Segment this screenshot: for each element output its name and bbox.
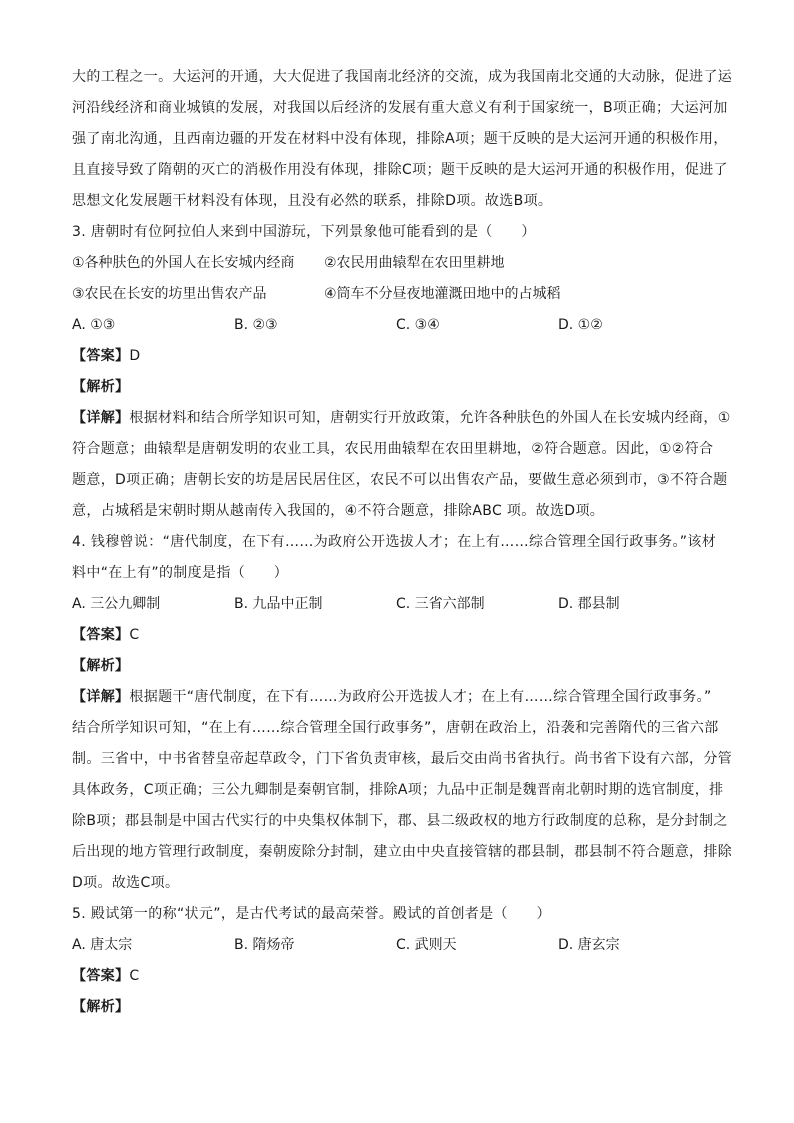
statement-item: ②农民用曲辕犁在农田里耕地 — [324, 255, 505, 271]
text-line: 意，占城稻是宋朝时期从越南传入我国的，④不符合题意，排除ABC 项。故选D项。 — [72, 503, 605, 519]
question-stem: 4. 钱穆曾说：“唐代制度，在下有……为政府公开选拔人才；在上有……综合管理全国行政事务。”该材 — [72, 534, 717, 550]
text-line: 河沿线经济和商业城镇的发展，对我国以后经济的发展有重大意义有利于国家统一，B项正确；大运河加 — [72, 100, 728, 116]
text-line: 符合题意；曲辕犁是唐朝发明的农业工具，农民用曲辕犁在农田里耕地，②符合题意。因此，①②符合 — [72, 441, 714, 457]
text-line: 结合所学知识可知，“在上有……综合管理全国行政事务”，唐朝在政治上，沿袭和完善隋代的三省六部 — [72, 720, 719, 736]
text-line — [72, 403, 731, 434]
detail-tag: 【详解】 — [72, 689, 130, 705]
text-line: 思想文化发展题干材料没有体现，且没有必然的联系，排除D项。故选B项。 — [72, 193, 553, 209]
answer-tag: 【答案】 — [72, 348, 130, 364]
statement-item: ④筒车不分昼夜地灌溉田地中的占城稻 — [324, 286, 561, 302]
statement-item: ①各种肤色的外国人在长安城内经商 — [72, 255, 295, 271]
option-a: A. ①③ — [72, 317, 116, 333]
statement-row — [72, 279, 722, 310]
detail-paragraph — [72, 403, 731, 527]
analysis-tag: 【解析】 — [72, 379, 130, 395]
question-stem: 3. 唐朝时有位阿拉伯人来到中国游玩，下列景象他可能看到的是（ ） — [72, 224, 536, 240]
answer-value: C — [129, 627, 140, 643]
answer-value: D — [129, 348, 141, 364]
option-d: D. 郡县制 — [558, 596, 620, 612]
question-5 — [72, 899, 722, 1023]
text-line: 强了南北沟通，且西南边疆的开发在材料中没有体现，排除A项；题干反映的是大运河开通的积极作用， — [72, 131, 728, 147]
text-line: 且直接导致了隋朝的灭亡的消极作用没有体现，排除C项；题干反映的是大运河开通的积极作用，促进了 — [72, 162, 728, 178]
option-c: C. 武则天 — [396, 937, 457, 953]
option-c: C. 三省六部制 — [396, 596, 485, 612]
text-line: D项。故选C项。 — [72, 875, 180, 891]
answer-options — [72, 589, 722, 620]
statement-row — [72, 248, 722, 279]
answer-tag: 【答案】 — [72, 627, 130, 643]
option-b: B. ②③ — [234, 317, 278, 333]
option-d: D. 唐玄宗 — [558, 937, 620, 953]
text-line: 题意，D项正确；唐朝长安的坊是居民居住区，农民不可以出售农产品，要做生意必须到市，③不符合题 — [72, 472, 728, 488]
question-4 — [72, 527, 733, 899]
text-line: 除B项；郡县制是中国古代实行的中央集权体制下，郡、县二级政权的地方行政制度的总称，是分封制之 — [72, 813, 728, 829]
detail-tag: 【详解】 — [72, 410, 130, 426]
question-3 — [72, 217, 731, 527]
detail-text: 根据材料和结合所学知识可知，唐朝实行开放政策，允许各种肤色的外国人在长安城内经商，① — [129, 410, 731, 426]
answer-tag: 【答案】 — [72, 968, 130, 984]
analysis-line — [72, 372, 722, 403]
answer-options — [72, 930, 722, 961]
text-line: 大的工程之一。大运河的开通，大大促进了我国南北经济的交流，成为我国南北交通的大动脉，促进了运 — [72, 69, 733, 85]
answer-options — [72, 310, 722, 341]
question-stem: 5. 殿试第一的称“状元”，是古代考试的最高荣誉。殿试的首创者是（ ） — [72, 906, 551, 922]
analysis-line — [72, 992, 722, 1023]
intro-paragraph — [72, 62, 733, 217]
analysis-line — [72, 651, 722, 682]
analysis-tag: 【解析】 — [72, 999, 130, 1015]
question-stem: 料中“在上有”的制度是指（ ） — [72, 565, 289, 581]
option-b: B. 九品中正制 — [234, 596, 323, 612]
text-line — [72, 682, 722, 713]
answer-line — [72, 341, 722, 372]
option-b: B. 隋炀帝 — [234, 937, 295, 953]
option-a: A. 唐太宗 — [72, 937, 133, 953]
text-line: 具体政务，C项正确；三公九卿制是秦朝官制，排除A项；九品中正制是魏晋南北朝时期的选官制度，排 — [72, 782, 724, 798]
answer-value: C — [129, 968, 140, 984]
statement-item: ③农民在长安的坊里出售农产品 — [72, 286, 267, 302]
option-c: C. ③④ — [396, 317, 440, 333]
analysis-tag: 【解析】 — [72, 658, 130, 674]
answer-line — [72, 620, 722, 651]
detail-paragraph — [72, 682, 733, 899]
answer-line — [72, 961, 722, 992]
text-line: 后出现的地方管理行政制度，秦朝废除分封制，建立由中央直接管辖的郡县制，郡县制不符合题意，排除 — [72, 844, 733, 860]
detail-text: 根据题干“唐代制度，在下有……为政府公开选拔人才；在上有……综合管理全国行政事务。” — [129, 689, 712, 705]
document-page — [72, 62, 733, 1023]
option-d: D. ①② — [558, 317, 603, 333]
option-a: A. 三公九卿制 — [72, 596, 161, 612]
text-line: 制。三省中，中书省替皇帝起草政令，门下省负责审核，最后交由尚书省执行。尚书省下设有六部，分管 — [72, 751, 733, 767]
